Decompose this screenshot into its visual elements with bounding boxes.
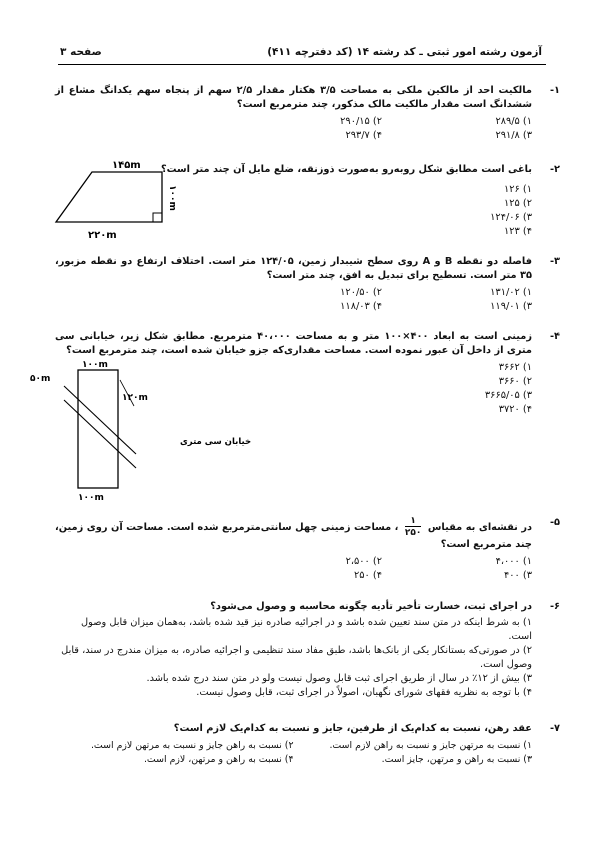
option-4[interactable]: ۴) با توجه به نظریه فقهای شورای نگهبان، اصولاً در اجرای ثبت، قابل وصول نیست.: [196, 687, 532, 698]
option-1[interactable]: ۱) ۱۲۶: [504, 184, 532, 195]
option-2[interactable]: ۲) ۱۲۵: [504, 198, 532, 209]
trapezoid-shape: [56, 172, 162, 222]
option-1[interactable]: ۱) ۲۸۹/۵: [495, 116, 532, 127]
question-text-part-a: در نقشه‌ای به مقیاس: [427, 522, 533, 533]
option-3[interactable]: ۳) ۴۰۰: [504, 570, 532, 581]
question-1: [55, 84, 560, 143]
question-6: [55, 600, 560, 700]
question-number: ۷-: [549, 723, 560, 734]
question-text-part-b: ، مساحت زمینی چهل سانتی‌مترمربع شده است. مساحت آن روی زمین، چند مترمربع است؟: [55, 522, 532, 550]
question-5: [55, 516, 560, 583]
option-4[interactable]: ۴) نسبت به راهن و مرتهن، لازم است.: [143, 754, 294, 765]
question-text: عقد رهن، نسبت به کدام‌یک از طرفین، جایز و نسبت به کدام‌یک لازم است؟: [173, 723, 532, 734]
scale-fraction: [405, 516, 421, 538]
option-2[interactable]: ۲) ۱۲۰/۵۰: [340, 287, 382, 298]
land-rectangle: [78, 370, 118, 488]
option-2[interactable]: ۲) ۳۶۶۰: [498, 376, 532, 387]
bottom-label: ۱۰۰m: [78, 493, 104, 503]
option-2[interactable]: ۲) ۲۹۰/۱۵: [340, 116, 382, 127]
option-2[interactable]: ۲) در صورتی‌که بستانکار یکی از بانک‌ها باشد، طبق مفاد سند تنظیمی و اجرائیه صادره، به میزان مندرج در سند، قابل وصول است.: [61, 645, 532, 670]
trapezoid-figure: [50, 158, 190, 244]
question-text: در اجرای ثبت، خسارت تأخیر تأدیه چگونه محاسبه و وصول می‌شود؟: [210, 601, 532, 612]
top-label: ۱۰۰m: [82, 360, 108, 370]
question-text: مالکیت احد از مالکین ملکی به مساحت ۳/۵ هکتار مقدار ۲/۵ سهم از پنجاه سهم یکدانگ مشاع از ششدانگ است مقدار مالکیت مالک مذکور، چند مترمربع است؟: [55, 85, 532, 110]
question-number: ۴-: [549, 331, 560, 342]
street-edge-lower: [64, 400, 136, 468]
option-1[interactable]: ۱) ۴،۰۰۰: [495, 556, 532, 567]
option-3[interactable]: ۳) بیش از ۱۲٪ در سال از طریق اجرای ثبت قابل وصول نیست ولو در متن سند درج شده باشد.: [146, 673, 532, 684]
exam-title: آزمون رشته امور ثبتی ـ کد رشته ۱۴ (کد دفترچه ۴۱۱): [267, 46, 542, 58]
question-7: [55, 722, 560, 767]
options: [232, 286, 532, 314]
option-2[interactable]: ۲) ۲،۵۰۰: [345, 556, 382, 567]
question-number: ۵-: [549, 517, 560, 528]
option-2[interactable]: ۲) نسبت به راهن جایز و نسبت به مرتهن لازم است.: [90, 740, 294, 751]
options: [232, 115, 532, 143]
fraction-numerator: ۱: [410, 516, 416, 526]
question-number: ۶-: [549, 601, 560, 612]
option-3[interactable]: ۳) ۱۱۹/۰۱: [490, 301, 532, 312]
options: [232, 555, 532, 583]
page-number: صفحه ۳: [60, 46, 102, 58]
question-text: [55, 516, 532, 552]
question-text: زمینی است به ابعاد ۴۰۰×۱۰۰ متر و به مساحت ۴۰،۰۰۰ مترمربع. مطابق شکل زیر، خیابانی سی متری از داخل آن عبور نموده است. مساحت مقداری‌که جزو خیابان شده است، چند مترمربع است؟: [55, 331, 532, 356]
option-3[interactable]: ۳) ۲۹۱/۸: [495, 130, 532, 141]
option-1[interactable]: ۱) ۱۳۱/۰۲: [490, 287, 532, 298]
options: [55, 616, 532, 700]
option-4[interactable]: ۴) ۲۵۰: [354, 570, 382, 581]
top-side-label: ۱۴۵m: [112, 160, 141, 171]
question-text: فاصله دو نقطه B و A روی سطح شیبدار زمین، ۱۲۴/۰۵ متر است. اختلاف ارتفاع دو نقطه مزبور، ۳۵ متر است. تسطیح برای تبدیل به افق، چند متر است؟: [55, 256, 532, 281]
options: [55, 739, 532, 767]
height-label: ۱۰۰m: [167, 185, 177, 211]
question-number: ۲-: [549, 164, 560, 175]
diagonal-label: ۱۲۰m: [122, 393, 148, 403]
option-4[interactable]: ۴) ۱۲۳: [504, 226, 532, 237]
question-number: ۳-: [549, 256, 560, 267]
option-3[interactable]: ۳) ۳۶۶۵/۰۵: [484, 390, 532, 401]
option-4[interactable]: ۴) ۲۹۳/۷: [345, 130, 382, 141]
right-angle-mark: [153, 213, 162, 222]
left-label: ۵۰m: [30, 374, 51, 384]
question-text: باغی است مطابق شکل روبه‌رو به‌صورت ذوزنقه، ضلع مایل آن چند متر است؟: [160, 164, 532, 175]
question-3: [55, 255, 560, 314]
option-3[interactable]: ۳) ۱۲۴/۰۶: [490, 212, 532, 223]
header-rule: [58, 64, 546, 65]
option-1[interactable]: ۱) نسبت به مرتهن جایز و نسبت به راهن لازم است.: [329, 740, 532, 751]
option-4[interactable]: ۴) ۱۱۸/۰۳: [340, 301, 382, 312]
option-4[interactable]: ۴) ۳۷۲۰: [498, 404, 532, 415]
bottom-side-label: ۲۲۰m: [88, 230, 117, 241]
fraction-denominator: ۲۵۰: [404, 528, 422, 538]
option-1[interactable]: ۱) به شرط اینکه در متن سند تعیین شده باشد و در اجرائیه صادره نیز قید شده باشد، به‌همان میزان قابل وصول است.: [81, 617, 532, 642]
option-1[interactable]: ۱) ۳۶۶۲: [498, 362, 532, 373]
street-figure: [30, 358, 252, 504]
option-3[interactable]: ۳) نسبت به راهن و مرتهن، جایز است.: [381, 754, 532, 765]
question-number: ۱-: [549, 85, 560, 96]
street-label: خیابان سی متری: [180, 437, 252, 447]
page-header: [60, 46, 542, 62]
